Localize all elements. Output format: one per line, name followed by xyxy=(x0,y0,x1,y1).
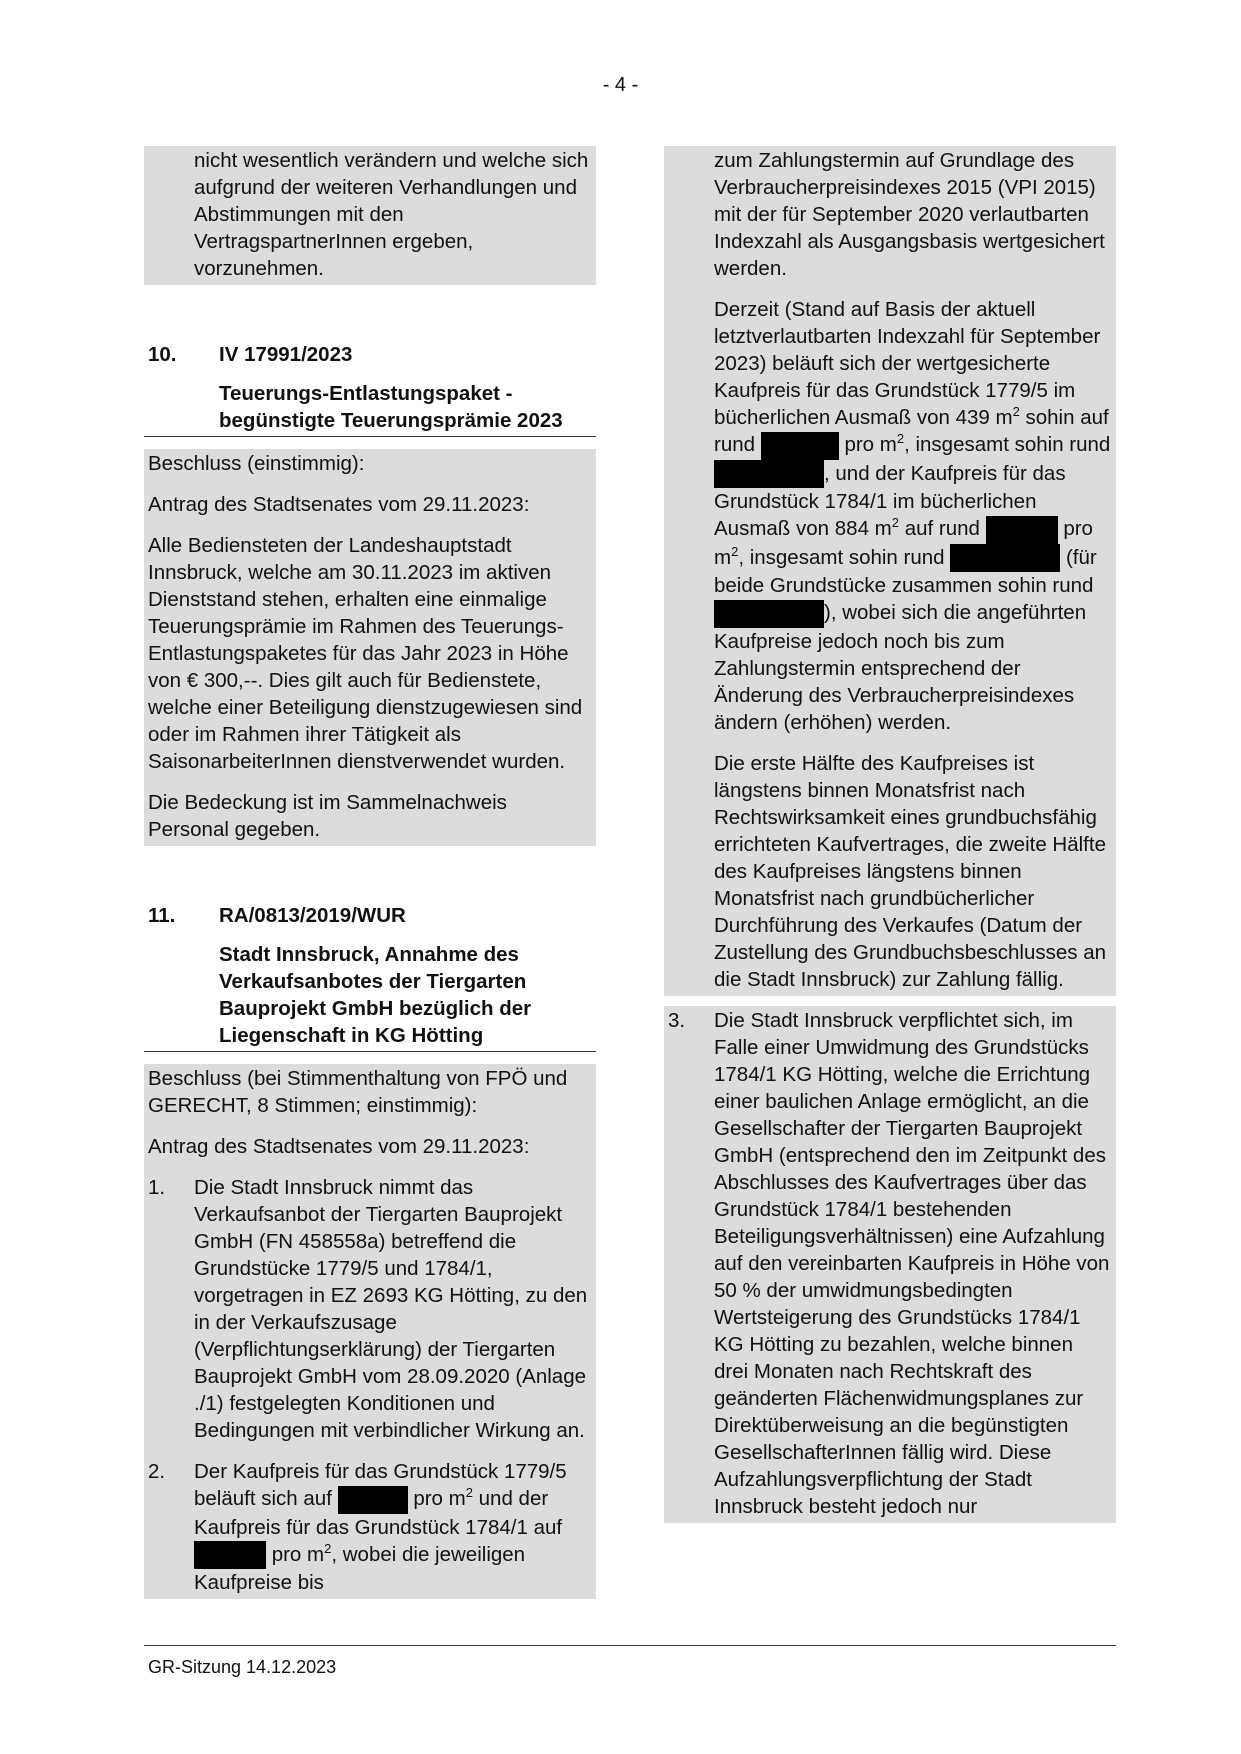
list-item xyxy=(144,1457,596,1599)
list-text: Der Kaufpreis für das Grundstück 1779/5 beläuft sich auf pro $m^2$ und der Kaufpreis für das Grundstück 1784/1 auf pro $m^2$, wobei die jeweiligen Kaufpreise bis xyxy=(194,1460,567,1595)
page-number: - 4 - xyxy=(602,74,639,96)
section-10-title: Teuerungs-Entlastungspaket - begünstigte Teuerungsprämie 2023 xyxy=(144,380,596,437)
list-number: 1. xyxy=(148,1176,166,1199)
list-item xyxy=(664,1006,1116,1523)
list-text: Die Stadt Innsbruck verpflichtet sich, im Falle einer Umwidmung des Grundstücks 1784/1 KG Hötting, welche die Errichtung einer baulichen Anlage ermöglicht, an die Gesellschafter der Tiergarten Bauprojekt GmbH (entsprechend den im Zeitpunkt des Abschlusses des Kaufvertrages über das Grundstück 1784/1 bestehenden Beteiligungsverhältnissen) eine Aufzahlung auf den vereinbarten Kaufpreis in Höhe von 50 % der umwidmungsbedingten Wertsteigerung des Grundstücks 1784/1 KG Hötting zu bezahlen, welche binnen drei Monaten nach Rechtskraft des geänderten Flächenwidmungsplanes zur Direktüberweisung an die begünstigten GesellschafterInnen fällig wird. Diese Aufzahlungsverpflichtung der Stadt Innsbruck besteht jedoch nur xyxy=(714,1008,1110,1518)
section-number: 10. xyxy=(148,343,177,366)
redaction-block xyxy=(986,516,1058,544)
footer-divider xyxy=(144,1645,1116,1646)
footer-text: GR-Sitzung 14.12.2023 xyxy=(148,1657,337,1677)
redaction-block xyxy=(338,1486,408,1514)
payment-terms-paragraph: Die erste Hälfte des Kaufpreises ist längstens binnen Monatsfrist nach Rechtswirksamkeit eines grundbuchsfähig errichteten Kaufvertrages, die zweite Hälfte des Kaufpreises längstens binnen Monatsfrist nach grundbücherlicher Durchführung des Verkaufes (Datum der Zustellung des Grundbuchsbeschlusses an die Stadt Innsbruck) zur Zahlung fällig. xyxy=(714,751,1107,991)
current-price-paragraph: Derzeit (Stand auf Basis der aktuell letztverlautbarten Indexzahl für September 2023) beläuft sich der wertgesicherte Kaufpreis für das Grundstück 1779/5 im bücherlichen Ausmaß von 439 $m^2$ sohin auf rund pro $m^2$, insgesamt sohin rund , und der Kaufpreis für das Grundstück 1784/1 im bücherlichen Ausmaß von 884 $m^2$ auf rund pro $m^2$, insgesamt sohin rund (für beide Grundstücke zusammen sohin rund ), wobei sich die angeführten Kaufpreise jedoch noch bis zum Zahlungstermin entsprechend der Änderung des Verbraucherpreisindexes ändern (erhöhen) werden. xyxy=(714,298,1111,734)
redaction-block xyxy=(194,1541,266,1569)
continuation-text: nicht wesentlich verändern und welche sich aufgrund der weiteren Verhandlungen und Abstimmungen mit den VertragspartnerInnen ergeben, vorzunehmen. xyxy=(144,146,596,285)
section-reference: RA/0813/2019/WUR xyxy=(219,904,406,927)
resolution-paragraph: Alle Bediensteten der Landeshauptstadt Innsbruck, welche am 30.11.2023 im aktiven Dienststand stehen, erhalten eine einmalige Teuerungsprämie im Rahmen des Teuerungs-Entlastungspaketes für das Jahr 2023 in Höhe von € 300,--. Dies gilt auch für Bedienstete, welche einer Beteiligung dienstzugewiesen sind oder im Rahmen ihrer Tätigkeit als SaisonarbeiterInnen dienstverwendet wurden. xyxy=(148,534,583,773)
section-10-body xyxy=(144,449,596,846)
redaction-block xyxy=(761,432,839,460)
item-2-continuation xyxy=(664,146,1116,996)
valuation-paragraph: zum Zahlungstermin auf Grundlage des Verbraucherpreisindexes 2015 (VPI 2015) mit der für September 2020 verlautbarten Indexzahl als Ausgangsbasis wertgesichert werden. xyxy=(714,149,1105,280)
section-reference: IV 17991/2023 xyxy=(219,343,353,366)
antrag-line: Antrag des Stadtsenates vom 29.11.2023: xyxy=(148,1135,530,1158)
section-11-header xyxy=(144,902,596,929)
section-11-body xyxy=(144,1064,596,1599)
list-number: 2. xyxy=(148,1460,166,1483)
beschluss-line: Beschluss (bei Stimmenthaltung von FPÖ und GERECHT, 8 Stimmen; einstimmig): xyxy=(148,1067,568,1117)
list-item xyxy=(144,1173,596,1447)
redaction-block xyxy=(714,460,824,488)
coverage-paragraph: Die Bedeckung ist im Sammelnachweis Personal gegeben. xyxy=(148,791,507,841)
list-number: 3. xyxy=(668,1008,686,1032)
section-number: 11. xyxy=(148,904,176,927)
redaction-block xyxy=(714,600,824,628)
antrag-line: Antrag des Stadtsenates vom 29.11.2023: xyxy=(148,493,530,516)
right-column xyxy=(664,146,1116,1523)
left-column xyxy=(144,146,596,1599)
list-text: Die Stadt Innsbruck nimmt das Verkaufsanbot der Tiergarten Bauprojekt GmbH (FN 458558a) betreffend die Grundstücke 1779/5 und 1784/1, vorgetragen in EZ 2693 KG Hötting, zu den in der Verkaufszusage (Verpflichtungserklärung) der Tiergarten Bauprojekt GmbH vom 28.09.2020 (Anlage ./1) festgelegten Konditionen und Bedingungen mit verbindlicher Wirkung an. xyxy=(194,1176,588,1442)
redaction-block xyxy=(950,544,1060,572)
section-11-title: Stadt Innsbruck, Annahme des Verkaufsanbotes der Tiergarten Bauprojekt GmbH bezüglich der Liegenschaft in KG Hötting xyxy=(144,941,596,1052)
beschluss-line: Beschluss (einstimmig): xyxy=(148,452,365,475)
section-10-header xyxy=(144,341,596,368)
